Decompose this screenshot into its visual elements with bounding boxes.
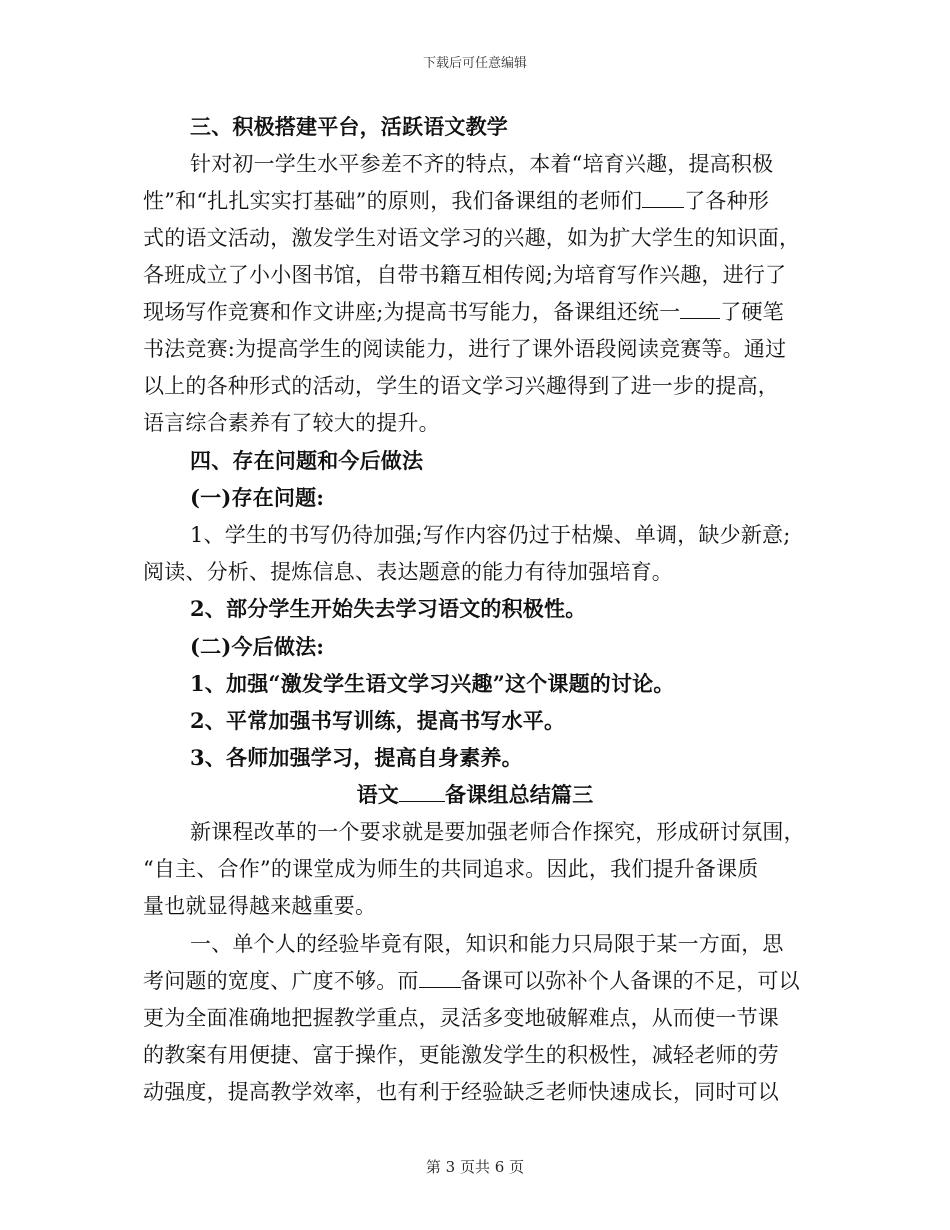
paragraph-line: 动强度，提高教学效率，也有利于经验缺乏老师快速成长，同时可以 (143, 1080, 779, 1104)
title-segment: 备课组总结篇三 (445, 782, 594, 807)
paragraph-line (143, 297, 784, 327)
paragraph-line: 针对初一学生水平参差不齐的特点，本着“培育兴趣，提高积极 (190, 152, 774, 176)
list-item: 1、加强“激发学生语文学习兴趣”这个课题的讨论。 (190, 671, 675, 696)
article-title (0, 780, 950, 810)
paragraph-line: 各班成立了小小图书馆，自带书籍互相传阅;为培育写作兴趣，进行了 (143, 263, 787, 287)
paragraph-line: 量也就显得越来越重要。 (143, 894, 377, 918)
paragraph-line (143, 186, 769, 216)
text-segment: 备课可以弥补个人备课的不足，可以 (460, 969, 800, 993)
subsection-heading: (一)存在问题: (190, 485, 325, 510)
fill-blank (680, 298, 720, 319)
list-item: 3、各师加强学习，提高自身素养。 (190, 745, 523, 770)
text-segment: 了各种形 (684, 189, 770, 213)
list-item: 2、部分学生开始失去学习语文的积极性。 (190, 596, 587, 621)
page-number: 第 3 页共 6 页 (425, 1158, 525, 1176)
paragraph-line: 以上的各种形式的活动，学生的语文学习兴趣得到了进一步的提高， (143, 374, 779, 398)
list-item: 2、平常加强书写训练，提高书写水平。 (190, 708, 566, 733)
paragraph-line: 式的语文活动，激发学生对语文学习的兴趣，如为扩大学生的知识面， (143, 226, 801, 250)
section-heading-3: 三、积极搭建平台，活跃语文教学 (190, 114, 508, 139)
fill-blank (419, 967, 461, 988)
paragraph-line: “自主、合作”的课堂成为师生的共同追求。因此，我们提升备课质 (143, 857, 759, 881)
text-segment: 现场写作竞赛和作文讲座;为提高书写能力，备课组还统一 (143, 300, 681, 324)
paragraph-line: 书法竞赛:为提高学生的阅读能力，进行了课外语段阅读竞赛等。通过 (143, 337, 787, 361)
subsection-heading: (二)今后做法: (190, 634, 325, 659)
fill-blank (642, 187, 684, 208)
fill-blank (399, 781, 445, 802)
paragraph-line: 一、单个人的经验毕竟有限，知识和能力只局限于某一方面，思 (190, 932, 784, 956)
paragraph-line: 1、学生的书写仍待加强;写作内容仍过于枯燥、单调，缺少新意; (190, 523, 791, 547)
title-segment: 语文 (356, 782, 399, 807)
page-header: 下载后可任意编辑 (422, 56, 527, 71)
paragraph-line: 新课程改革的一个要求就是要加强老师合作探究，形成研讨氛围， (190, 820, 805, 844)
text-segment: 考问题的宽度、广度不够。而 (143, 969, 419, 993)
paragraph-line: 语言综合素养有了较大的提升。 (143, 411, 440, 435)
paragraph-line (143, 966, 800, 996)
section-heading-4: 四、存在问题和今后做法 (190, 448, 424, 473)
paragraph-line: 阅读、分析、提炼信息、表达题意的能力有待加强培育。 (143, 560, 673, 584)
text-segment: 了硬笔 (720, 300, 784, 324)
text-segment: 性”和“扎扎实实打基础”的原则，我们备课组的老师们 (143, 189, 643, 213)
paragraph-line: 的教案有用便捷、富于操作，更能激发学生的积极性，减轻老师的劳 (143, 1043, 779, 1067)
paragraph-line: 更为全面准确地把握教学重点，灵活多变地破解难点，从而使一节课 (143, 1006, 779, 1030)
